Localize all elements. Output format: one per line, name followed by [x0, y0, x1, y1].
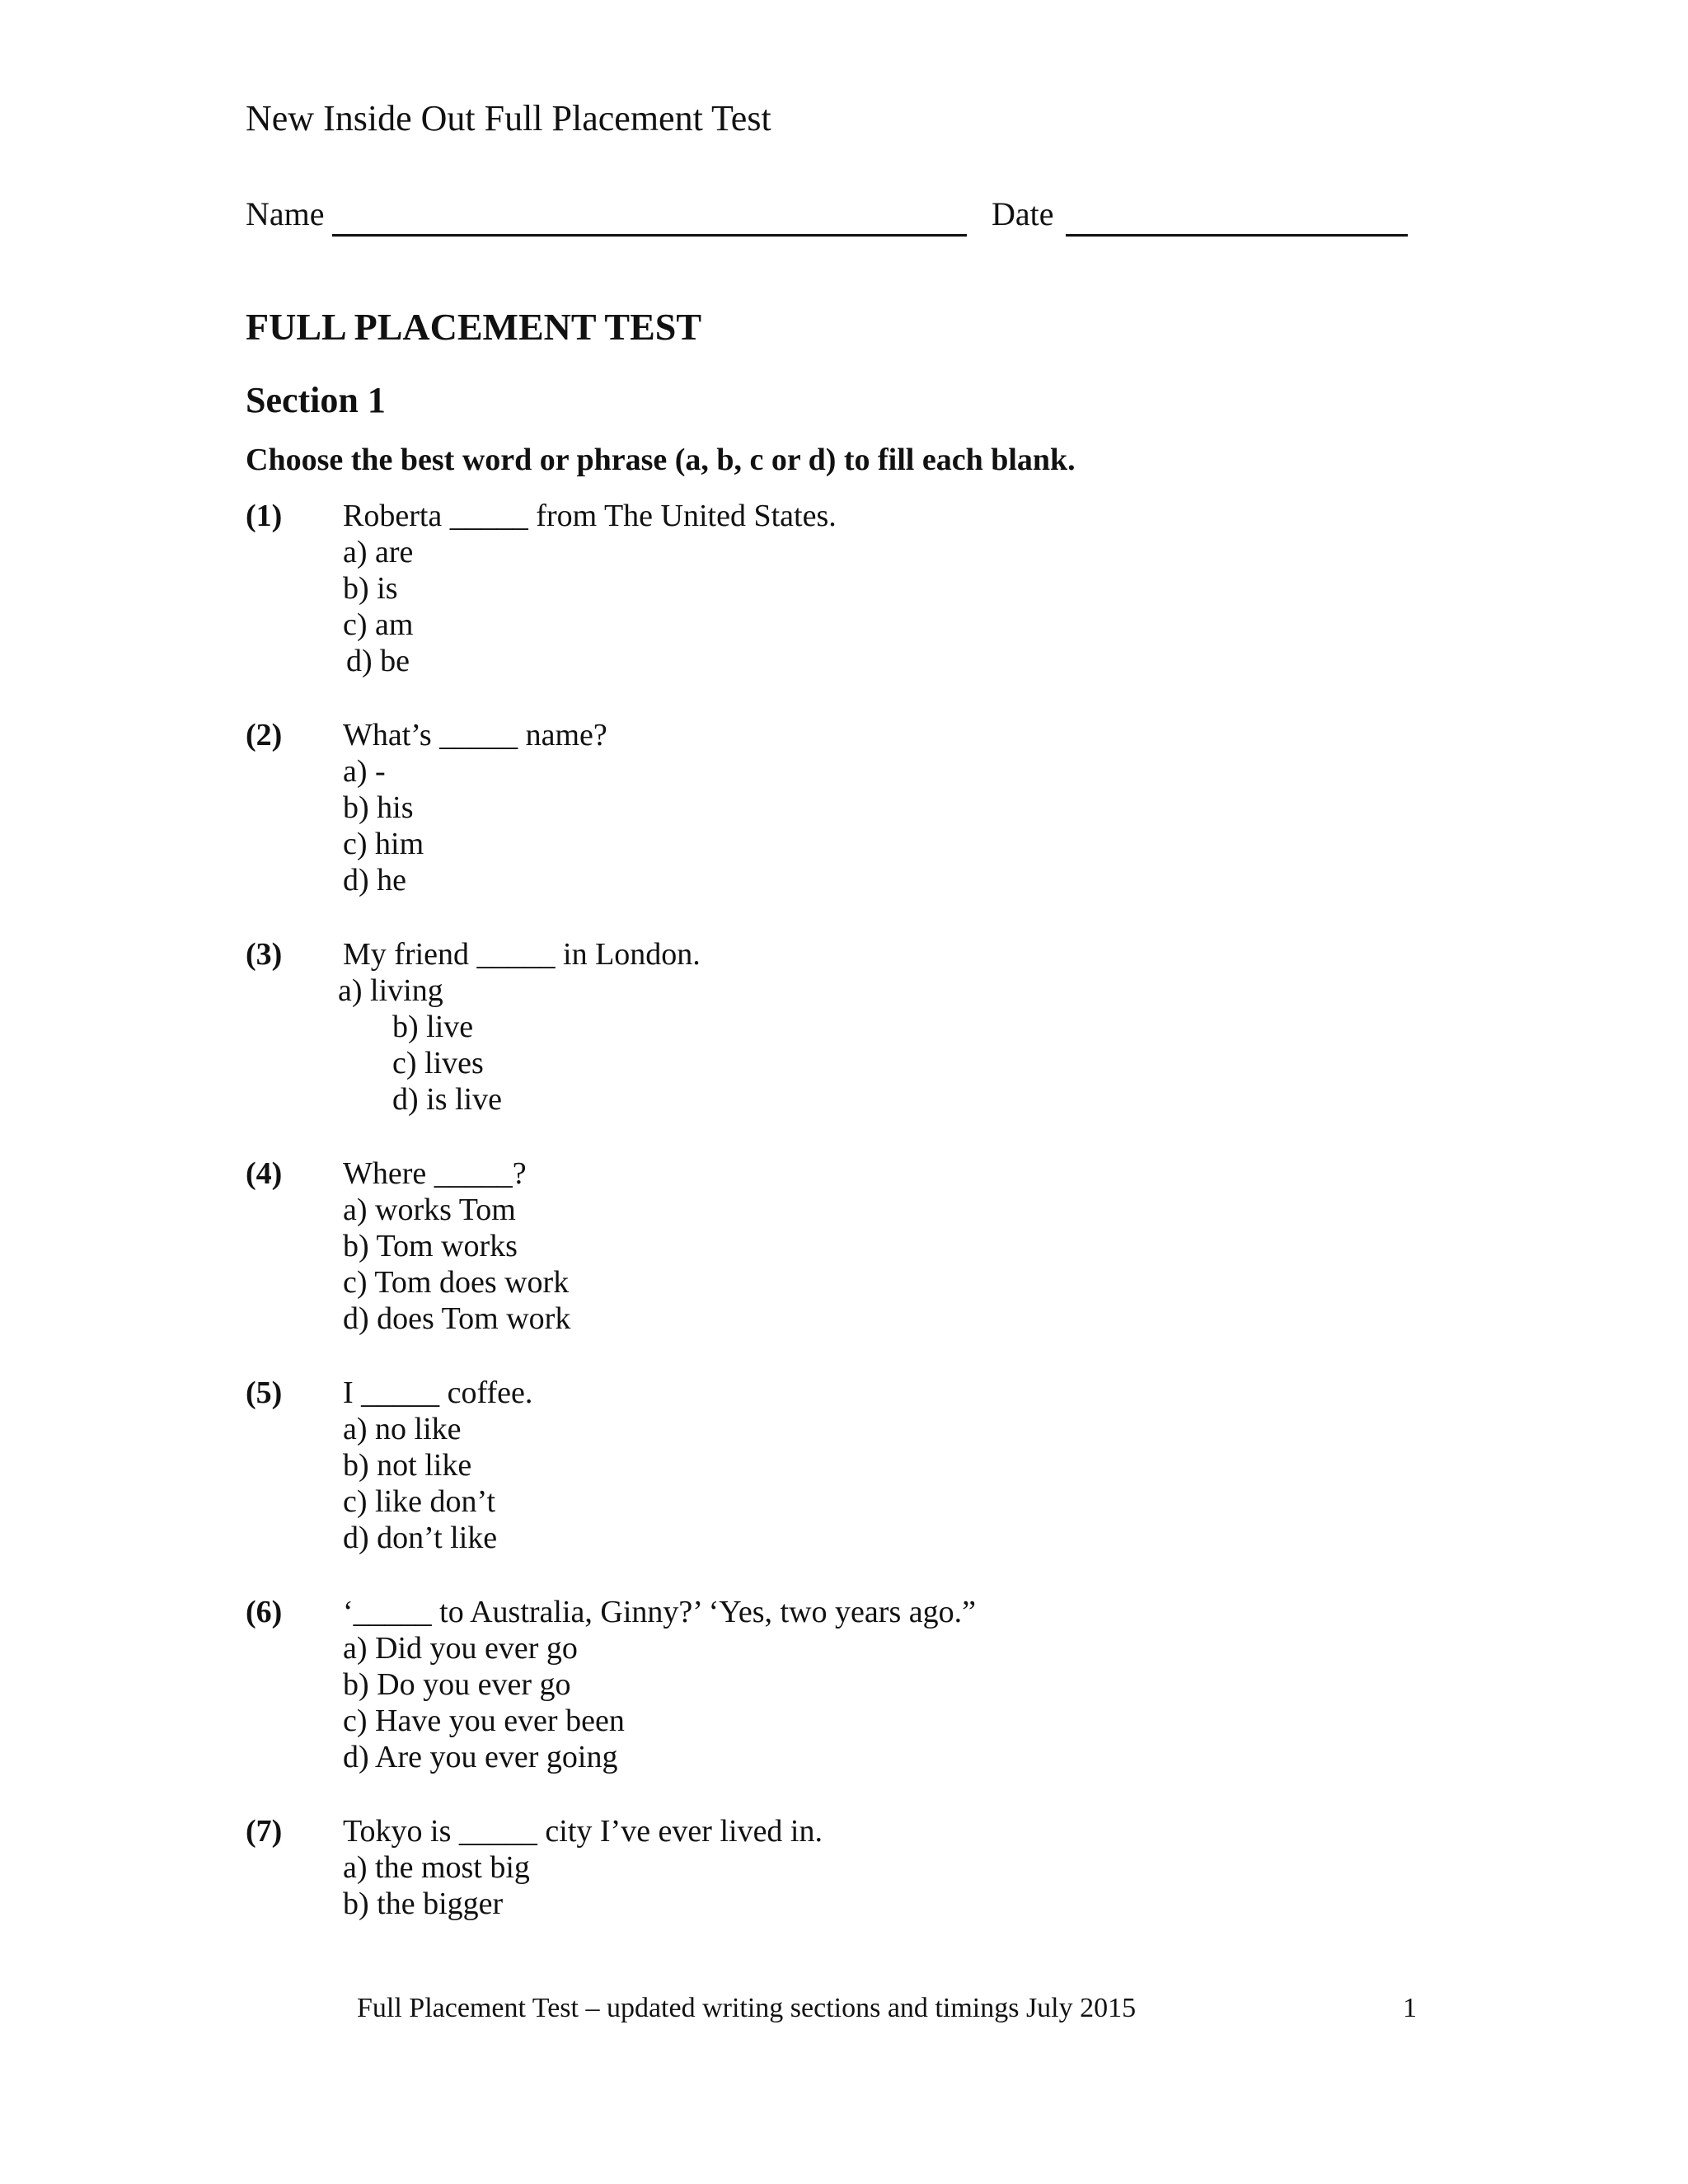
question-number: (2): [246, 718, 283, 752]
document-title: New Inside Out Full Placement Test: [246, 98, 771, 138]
answer-option[interactable]: d) Are you ever going: [343, 1740, 618, 1774]
answer-option[interactable]: b) Tom works: [343, 1229, 518, 1263]
answer-option[interactable]: c) like don’t: [343, 1484, 496, 1519]
footer-text: Full Placement Test – updated writing sections and timings July 2015: [357, 1993, 1137, 2023]
date-field[interactable]: [1066, 234, 1408, 237]
question-text: ‘_____ to Australia, Ginny?’ ‘Yes, two years ago.”: [343, 1595, 976, 1629]
answer-option[interactable]: d) is live: [392, 1082, 502, 1117]
section-heading: Section 1: [246, 380, 386, 420]
answer-option[interactable]: b) Do you ever go: [343, 1667, 571, 1702]
answer-option[interactable]: b) live: [392, 1010, 474, 1044]
answer-option[interactable]: d) does Tom work: [343, 1301, 571, 1336]
answer-option[interactable]: b) not like: [343, 1448, 472, 1483]
name-label: Name: [246, 195, 325, 232]
answer-option[interactable]: c) lives: [392, 1046, 484, 1080]
answer-option[interactable]: a) the most big: [343, 1850, 530, 1885]
name-field[interactable]: [332, 234, 967, 237]
answer-option[interactable]: c) him: [343, 827, 424, 861]
question-number: (3): [246, 937, 283, 972]
answer-option[interactable]: c) Have you ever been: [343, 1704, 625, 1738]
question-text: My friend _____ in London.: [343, 937, 701, 972]
question-text: Roberta _____ from The United States.: [343, 499, 837, 533]
answer-option[interactable]: d) he: [343, 863, 407, 898]
answer-option[interactable]: a) -: [343, 754, 386, 789]
question-number: (4): [246, 1156, 283, 1191]
answer-option[interactable]: b) the bigger: [343, 1886, 504, 1921]
answer-option[interactable]: a) are: [343, 535, 414, 569]
instructions: Choose the best word or phrase (a, b, c or d) to fill each blank.: [246, 443, 1076, 477]
answer-option[interactable]: a) works Tom: [343, 1193, 516, 1227]
date-label: Date: [992, 195, 1054, 232]
answer-option[interactable]: c) Tom does work: [343, 1265, 570, 1300]
test-heading: FULL PLACEMENT TEST: [246, 306, 702, 348]
question-text: I _____ coffee.: [343, 1376, 533, 1410]
question-text: What’s _____ name?: [343, 718, 607, 752]
question-text: Tokyo is _____ city I’ve ever lived in.: [343, 1814, 823, 1849]
answer-option[interactable]: b) his: [343, 790, 414, 825]
question-number: (5): [246, 1376, 283, 1410]
question-text: Where _____?: [343, 1156, 527, 1191]
question-number: (1): [246, 499, 283, 533]
answer-option[interactable]: a) Did you ever go: [343, 1631, 578, 1666]
question-number: (6): [246, 1595, 283, 1629]
answer-option[interactable]: b) is: [343, 571, 398, 606]
answer-option[interactable]: d) be: [346, 644, 410, 678]
answer-option[interactable]: c) am: [343, 607, 414, 642]
answer-option[interactable]: a) no like: [343, 1412, 462, 1446]
answer-option[interactable]: d) don’t like: [343, 1521, 498, 1555]
answer-option[interactable]: a) living: [338, 973, 443, 1008]
page-number: 1: [1403, 1993, 1417, 2023]
question-number: (7): [246, 1814, 283, 1849]
